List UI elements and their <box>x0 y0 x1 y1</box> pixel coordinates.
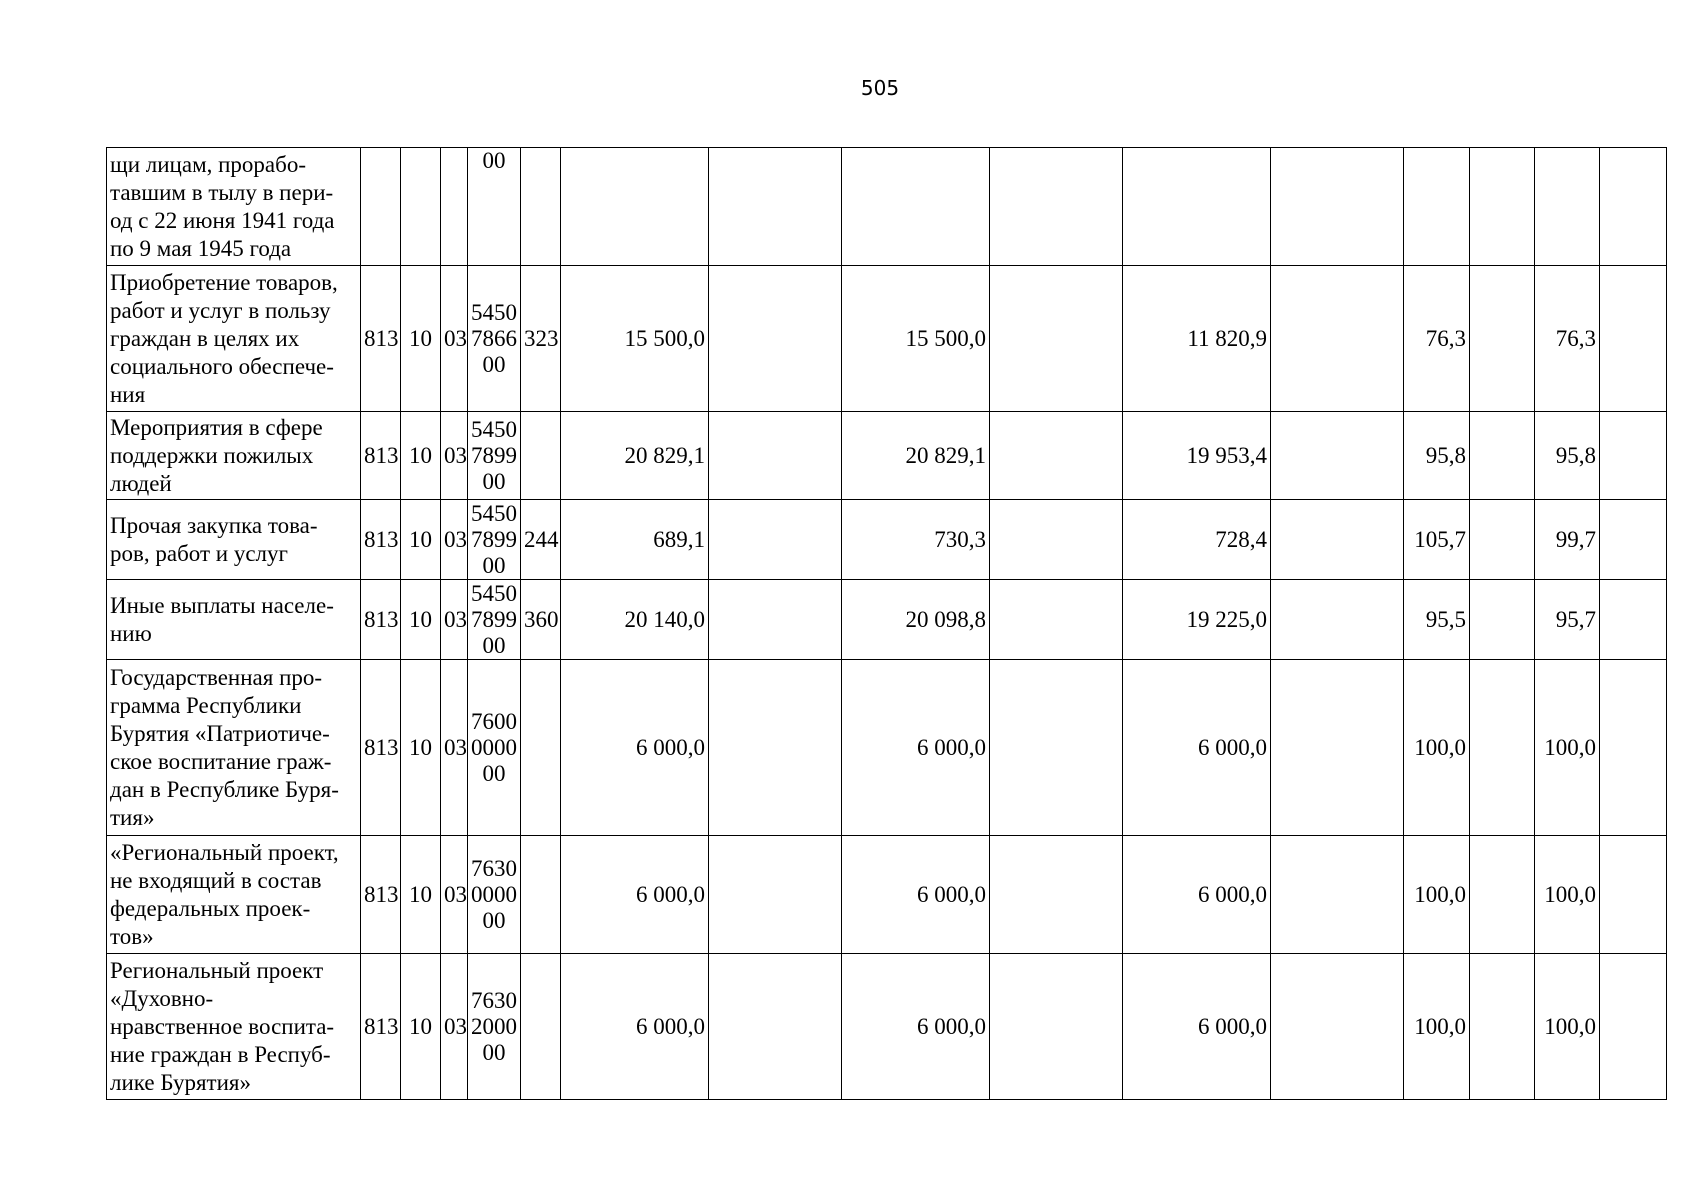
cell-refined-plan: 6 000,0 <box>842 660 990 836</box>
cell-blank <box>709 266 842 412</box>
cell-approved-plan: 6 000,0 <box>561 954 709 1100</box>
target-article-line: 00 <box>482 632 506 658</box>
cell-approved-plan: 20 140,0 <box>561 580 709 660</box>
table-body <box>107 148 1667 1100</box>
cell-blank <box>990 954 1123 1100</box>
target-article-line: 00 <box>482 148 506 173</box>
cell-blank <box>709 660 842 836</box>
name-line: Прочая закупка това- <box>110 512 318 538</box>
table-row <box>107 660 1667 836</box>
name-line: Региональный проект <box>110 957 324 983</box>
cell-name <box>107 836 361 954</box>
cell-target-article <box>468 580 521 660</box>
cell-blank <box>990 148 1123 266</box>
name-line: грамма Республики <box>110 692 302 718</box>
target-article-line: 7899 <box>471 606 517 632</box>
table-row <box>107 954 1667 1100</box>
cell-blank <box>709 148 842 266</box>
cell-blank <box>1600 500 1667 580</box>
target-article-line: 7899 <box>471 526 517 552</box>
name-line: тов» <box>110 923 154 949</box>
name-line: нию <box>110 620 152 646</box>
cell-percent-approved: 95,8 <box>1404 412 1470 500</box>
table-row <box>107 500 1667 580</box>
cell-approved-plan <box>561 148 709 266</box>
cell-expense-type <box>521 954 561 1100</box>
cell-refined-plan: 20 829,1 <box>842 412 990 500</box>
cell-executed: 728,4 <box>1123 500 1271 580</box>
cell-blank <box>990 500 1123 580</box>
cell-subsection: 03 <box>441 500 468 580</box>
target-article-line: 0000 <box>471 881 517 907</box>
name-line: работ и услуг в пользу <box>110 297 331 323</box>
cell-percent-approved <box>1404 148 1470 266</box>
cell-executed: 11 820,9 <box>1123 266 1271 412</box>
cell-blank <box>1600 580 1667 660</box>
cell-section: 10 <box>401 266 441 412</box>
cell-percent-approved: 100,0 <box>1404 836 1470 954</box>
name-line: ния <box>110 381 146 407</box>
cell-subsection: 03 <box>441 660 468 836</box>
cell-target-article <box>468 412 521 500</box>
cell-percent-approved: 76,3 <box>1404 266 1470 412</box>
cell-blank <box>1271 266 1404 412</box>
name-line: поддержки пожилых <box>110 442 314 468</box>
cell-section <box>401 148 441 266</box>
cell-blank <box>990 412 1123 500</box>
cell-blank <box>709 954 842 1100</box>
name-line: по 9 мая 1945 года <box>110 235 292 261</box>
name-line: дан в Республике Буря- <box>110 776 339 802</box>
target-article-line: 00 <box>482 468 506 494</box>
cell-grbs: 813 <box>361 660 401 836</box>
cell-section: 10 <box>401 954 441 1100</box>
cell-approved-plan: 689,1 <box>561 500 709 580</box>
target-article-line: 00 <box>482 351 506 377</box>
name-line: «Духовно- <box>110 985 214 1011</box>
cell-refined-plan <box>842 148 990 266</box>
name-line: щи лицам, прорабо- <box>110 151 307 177</box>
name-line: ское воспитание граж- <box>110 748 332 774</box>
cell-blank <box>1271 660 1404 836</box>
cell-blank <box>709 412 842 500</box>
target-article-line: 7630 <box>471 987 517 1013</box>
table-row <box>107 148 1667 266</box>
name-line: од с 22 июня 1941 года <box>110 207 335 233</box>
cell-blank <box>990 580 1123 660</box>
cell-approved-plan: 15 500,0 <box>561 266 709 412</box>
cell-percent-refined <box>1535 148 1600 266</box>
cell-blank <box>1271 836 1404 954</box>
target-article-line: 7630 <box>471 855 517 881</box>
cell-blank <box>1470 580 1535 660</box>
table-row <box>107 580 1667 660</box>
cell-section: 10 <box>401 412 441 500</box>
cell-grbs: 813 <box>361 266 401 412</box>
cell-executed: 6 000,0 <box>1123 660 1271 836</box>
cell-expense-type <box>521 660 561 836</box>
name-line: тия» <box>110 804 155 830</box>
cell-blank <box>1271 412 1404 500</box>
cell-blank <box>990 836 1123 954</box>
name-line: Мероприятия в сфере <box>110 414 323 440</box>
name-line: тавшим в тылу в пери- <box>110 179 334 205</box>
cell-refined-plan: 15 500,0 <box>842 266 990 412</box>
cell-expense-type: 244 <box>521 500 561 580</box>
cell-target-article <box>468 148 521 266</box>
cell-name <box>107 412 361 500</box>
target-article-line: 0000 <box>471 734 517 760</box>
table-row <box>107 266 1667 412</box>
cell-grbs: 813 <box>361 954 401 1100</box>
target-article-line: 7899 <box>471 442 517 468</box>
cell-approved-plan: 20 829,1 <box>561 412 709 500</box>
cell-grbs: 813 <box>361 412 401 500</box>
cell-blank <box>1470 266 1535 412</box>
cell-blank <box>1600 660 1667 836</box>
cell-blank <box>1470 500 1535 580</box>
cell-blank <box>1470 954 1535 1100</box>
cell-section: 10 <box>401 500 441 580</box>
cell-subsection: 03 <box>441 580 468 660</box>
cell-target-article <box>468 266 521 412</box>
cell-percent-refined: 95,7 <box>1535 580 1600 660</box>
target-article-line: 00 <box>482 760 506 786</box>
cell-expense-type: 323 <box>521 266 561 412</box>
cell-percent-approved: 95,5 <box>1404 580 1470 660</box>
target-article-line: 7866 <box>471 325 517 351</box>
name-line: Бурятия «Патриотиче- <box>110 720 330 746</box>
cell-subsection: 03 <box>441 836 468 954</box>
name-line: Государственная про- <box>110 664 323 690</box>
name-line: нравственное воспита- <box>110 1013 335 1039</box>
cell-blank <box>1470 148 1535 266</box>
cell-blank <box>1271 580 1404 660</box>
cell-percent-approved: 100,0 <box>1404 954 1470 1100</box>
cell-approved-plan: 6 000,0 <box>561 660 709 836</box>
cell-percent-approved: 105,7 <box>1404 500 1470 580</box>
cell-percent-refined: 95,8 <box>1535 412 1600 500</box>
name-line: не входящий в состав <box>110 867 322 893</box>
cell-executed <box>1123 148 1271 266</box>
cell-blank <box>709 580 842 660</box>
cell-grbs: 813 <box>361 500 401 580</box>
cell-target-article <box>468 500 521 580</box>
cell-refined-plan: 730,3 <box>842 500 990 580</box>
cell-approved-plan: 6 000,0 <box>561 836 709 954</box>
cell-expense-type <box>521 836 561 954</box>
target-article-line: 5450 <box>471 580 517 606</box>
cell-refined-plan: 6 000,0 <box>842 836 990 954</box>
cell-blank <box>990 266 1123 412</box>
cell-blank <box>990 660 1123 836</box>
cell-blank <box>1271 500 1404 580</box>
name-line: людей <box>110 470 172 496</box>
cell-subsection <box>441 148 468 266</box>
cell-refined-plan: 20 098,8 <box>842 580 990 660</box>
target-article-line: 7600 <box>471 708 517 734</box>
cell-blank <box>1470 836 1535 954</box>
cell-blank <box>709 836 842 954</box>
cell-refined-plan: 6 000,0 <box>842 954 990 1100</box>
cell-blank <box>1600 266 1667 412</box>
cell-section: 10 <box>401 836 441 954</box>
target-article-line: 00 <box>482 1039 506 1065</box>
cell-grbs: 813 <box>361 836 401 954</box>
cell-name <box>107 954 361 1100</box>
cell-percent-refined: 100,0 <box>1535 660 1600 836</box>
cell-percent-refined: 100,0 <box>1535 836 1600 954</box>
cell-percent-refined: 100,0 <box>1535 954 1600 1100</box>
cell-percent-refined: 99,7 <box>1535 500 1600 580</box>
name-line: ров, работ и услуг <box>110 540 288 566</box>
name-line: федеральных проек- <box>110 895 311 921</box>
cell-executed: 6 000,0 <box>1123 954 1271 1100</box>
cell-percent-refined: 76,3 <box>1535 266 1600 412</box>
name-line: Приобретение товаров, <box>110 269 338 295</box>
name-line: лике Бурятия» <box>110 1069 251 1095</box>
cell-name <box>107 148 361 266</box>
cell-name <box>107 580 361 660</box>
name-line: Иные выплаты населе- <box>110 592 334 618</box>
cell-name <box>107 500 361 580</box>
cell-expense-type <box>521 412 561 500</box>
target-article-line: 5450 <box>471 416 517 442</box>
cell-target-article <box>468 836 521 954</box>
cell-blank <box>1271 148 1404 266</box>
cell-executed: 19 225,0 <box>1123 580 1271 660</box>
cell-blank <box>1600 836 1667 954</box>
cell-grbs <box>361 148 401 266</box>
target-article-line: 5450 <box>471 299 517 325</box>
cell-grbs: 813 <box>361 580 401 660</box>
cell-blank <box>1271 954 1404 1100</box>
budget-table <box>106 147 1667 1100</box>
cell-blank <box>1600 148 1667 266</box>
cell-expense-type: 360 <box>521 580 561 660</box>
cell-blank <box>1470 660 1535 836</box>
cell-expense-type <box>521 148 561 266</box>
cell-subsection: 03 <box>441 954 468 1100</box>
cell-blank <box>709 500 842 580</box>
target-article-line: 2000 <box>471 1013 517 1039</box>
name-line: «Региональный проект, <box>110 839 339 865</box>
name-line: граждан в целях их <box>110 325 300 351</box>
table-row <box>107 412 1667 500</box>
table-row <box>107 836 1667 954</box>
name-line: социального обеспече- <box>110 353 334 379</box>
cell-executed: 19 953,4 <box>1123 412 1271 500</box>
cell-executed: 6 000,0 <box>1123 836 1271 954</box>
name-line: ние граждан в Респуб- <box>110 1041 331 1067</box>
cell-blank <box>1600 954 1667 1100</box>
cell-subsection: 03 <box>441 266 468 412</box>
cell-section: 10 <box>401 580 441 660</box>
cell-name <box>107 266 361 412</box>
cell-section: 10 <box>401 660 441 836</box>
cell-percent-approved: 100,0 <box>1404 660 1470 836</box>
target-article-line: 00 <box>482 552 506 578</box>
cell-blank <box>1470 412 1535 500</box>
cell-blank <box>1600 412 1667 500</box>
target-article-line: 5450 <box>471 500 517 526</box>
page-number: 505 <box>860 76 900 100</box>
cell-target-article <box>468 660 521 836</box>
cell-subsection: 03 <box>441 412 468 500</box>
cell-name <box>107 660 361 836</box>
target-article-line: 00 <box>482 907 506 933</box>
cell-target-article <box>468 954 521 1100</box>
